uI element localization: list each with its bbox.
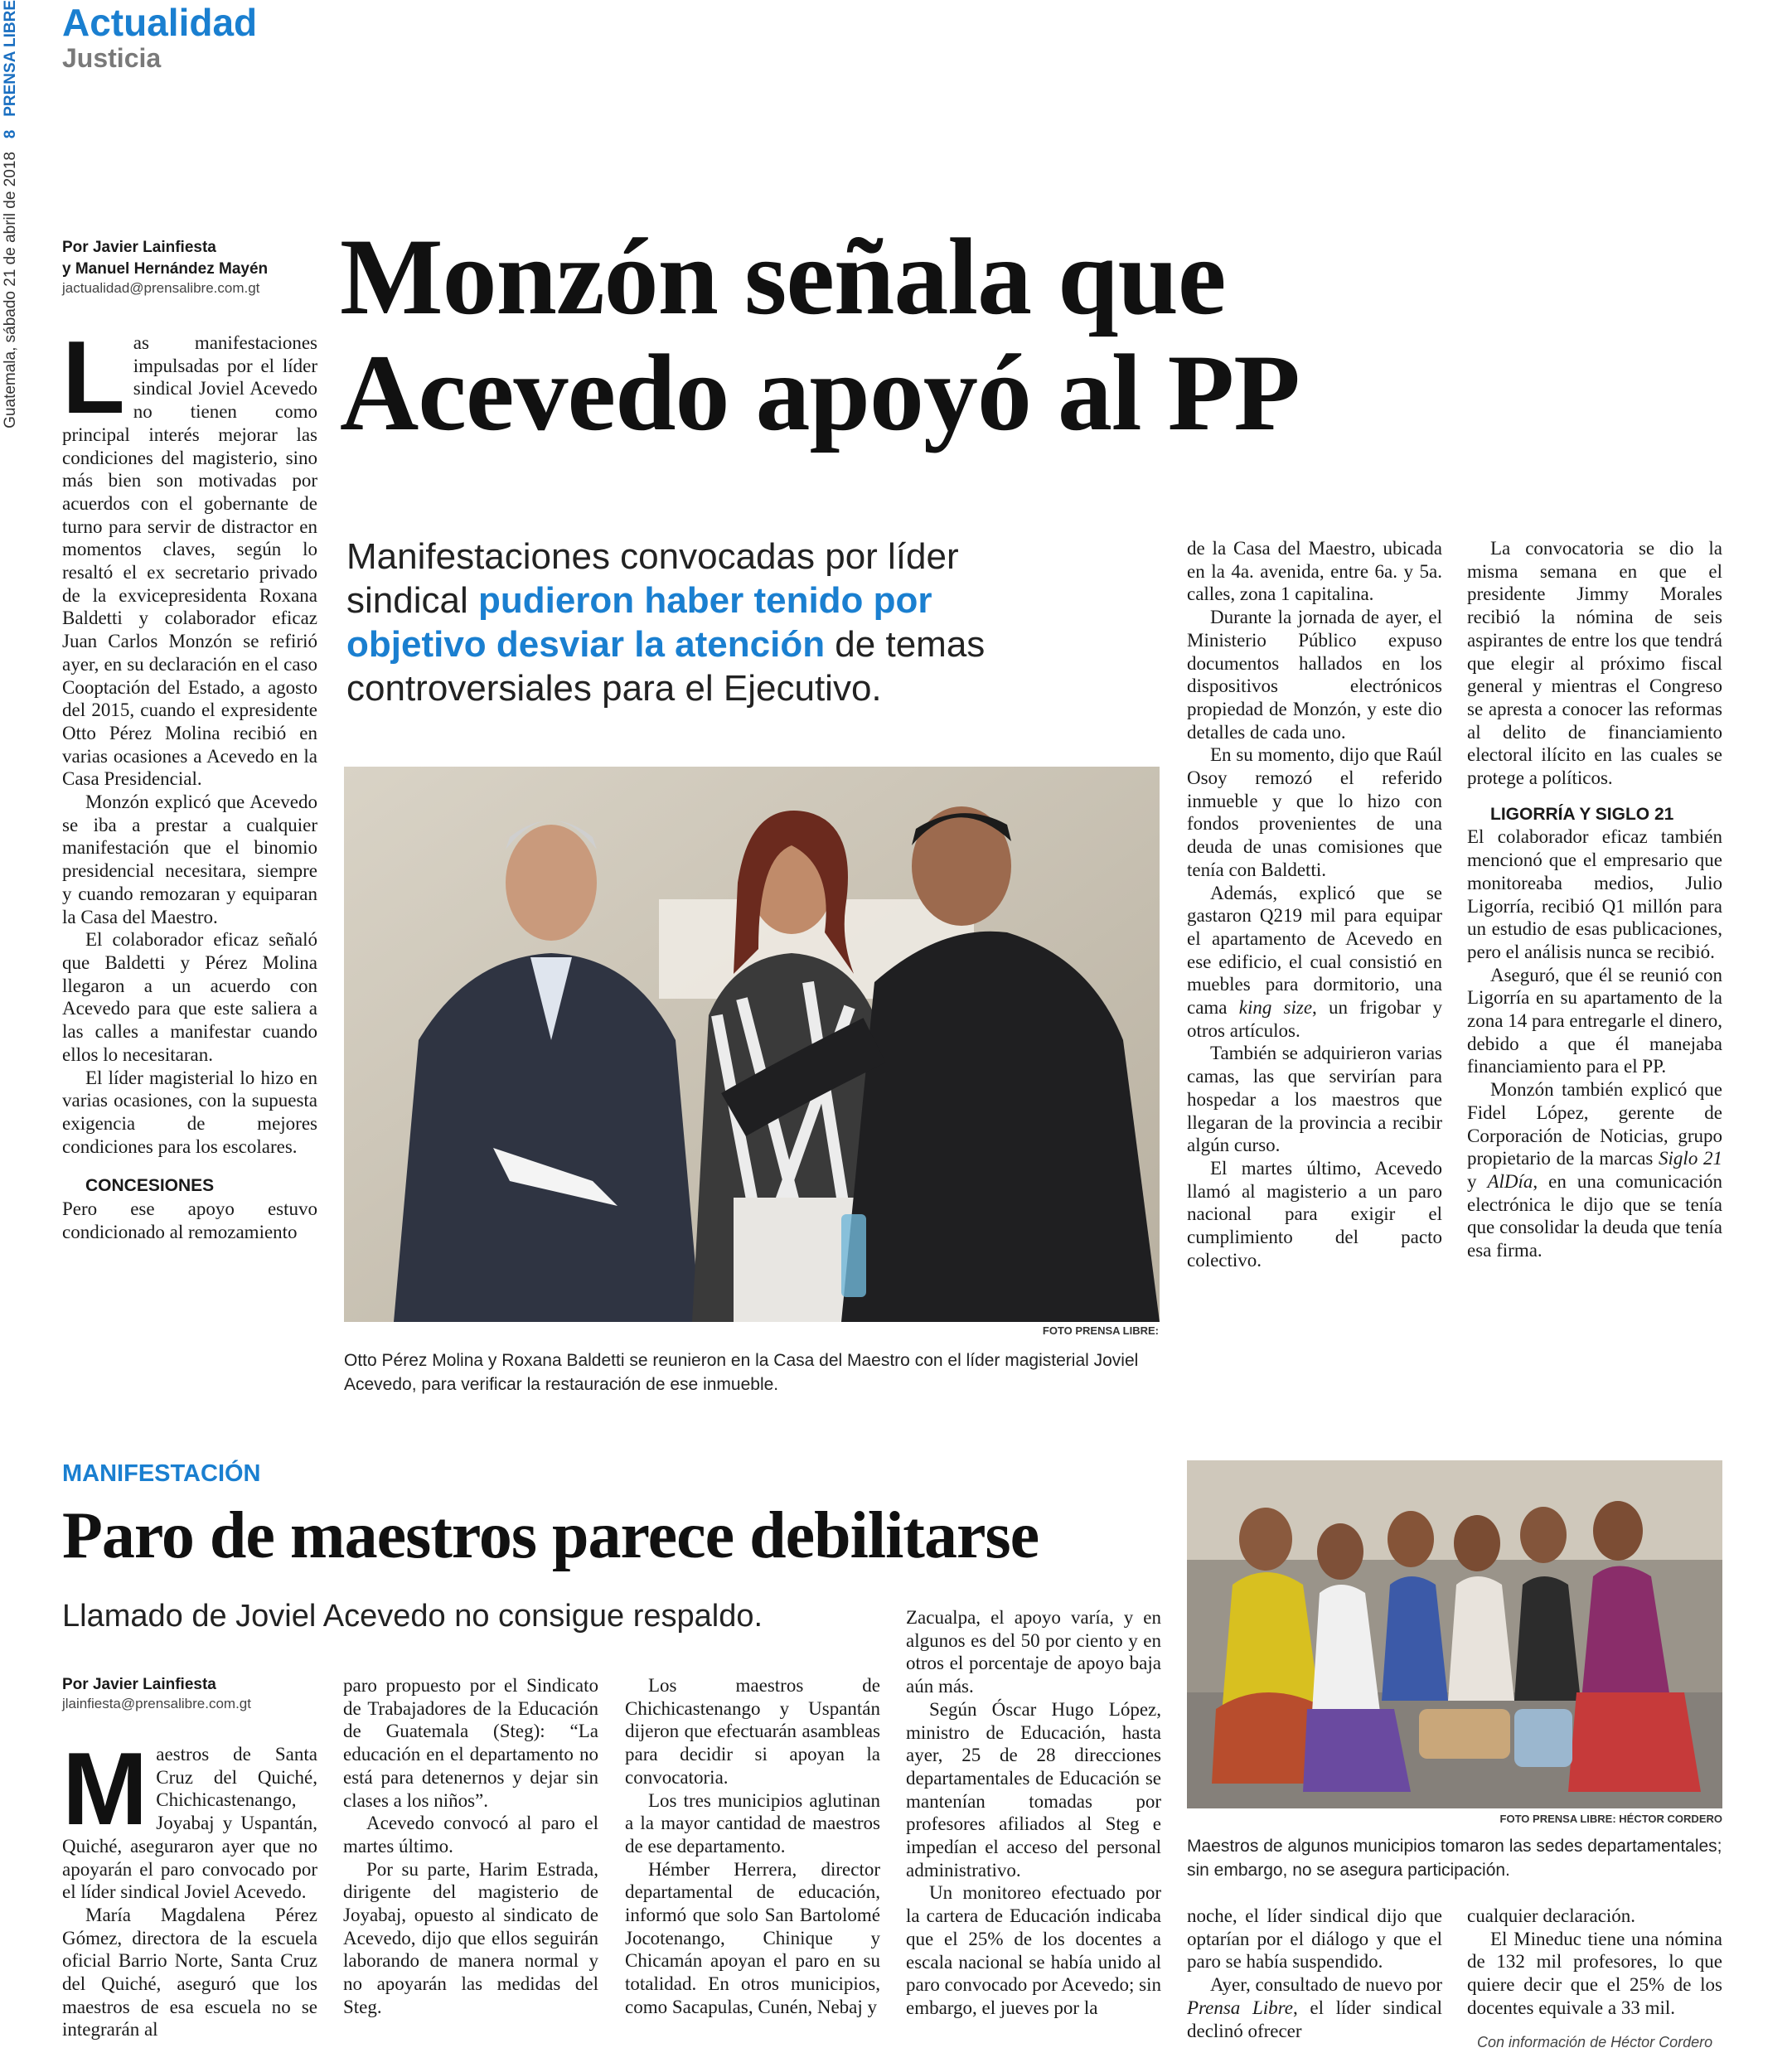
- reporting-note: Con información de Héctor Cordero: [1477, 2033, 1713, 2050]
- paragraph: Hémber Herrera, director departamental de educación, informó que solo San Bartolomé Jocotenango, Chinique y Chicamán apoyan el paro en su totalidad. En otros municipios, como Sacapulas, Cunén, Nebaj y: [625, 1858, 880, 2017]
- main-photo-caption: Otto Pérez Molina y Roxana Baldetti se reunieron en la Casa del Maestro con el líder magisterial Joviel Acevedo, para verificar la restauración de ese inmueble.: [344, 1351, 1139, 1394]
- main-photo: [344, 767, 1160, 1322]
- paragraph: paro propuesto por el Sindicato de Trabajadores de la Educación de Guatemala (Steg): “La educación en el departamento no está para detenernos y dejar sin clases a los niños”.: [343, 1675, 598, 1811]
- paragraph: Los maestros de Chichicastenango y Uspantán dijeron que efectuarán asambleas para decidir si apoyan la convocatoria.: [625, 1675, 880, 1788]
- paragraph: [1467, 1078, 1722, 1262]
- paragraph: de la Casa del Maestro, ubicada en la 4a. avenida, entre 6a. y 5a. calles, zona 1 capitalina.: [1187, 538, 1442, 605]
- main-deck: [346, 535, 1142, 710]
- main-column-3: [1187, 537, 1442, 1272]
- dropcap: M: [62, 1732, 148, 1847]
- second-photo-credit: FOTO PRENSA LIBRE: HÉCTOR CORDERO: [1499, 1813, 1722, 1825]
- headline-line-2: Acevedo apoyó al PP: [340, 332, 1300, 453]
- second-column-4: [906, 1606, 1161, 2020]
- paragraph: [1187, 1973, 1442, 2042]
- paragraph: [1187, 882, 1442, 1043]
- headline-line-1: Monzón señala que: [340, 215, 1226, 337]
- second-photo-illustration: [1187, 1460, 1722, 1808]
- sidebar-date: Guatemala, sábado 21 de abril de 2018: [2, 152, 19, 428]
- second-column-5: [1187, 1905, 1442, 2042]
- paragraph-text: y: [1467, 1170, 1488, 1192]
- paragraph: Zacualpa, el apoyo varía, y en algunos es del 50 por ciento y en otros el porcentaje de apoyo baja aún más.: [906, 1607, 1161, 1697]
- paragraph: Monzón explicó que Acevedo se iba a prestar a cualquier manifestación que el binomio presidencial necesitara, siempre y cuando remozaran y equiparan la Casa del Maestro.: [62, 792, 317, 927]
- paragraph-text: Ayer, consultado de nuevo por: [1210, 1974, 1442, 1996]
- second-column-1: [62, 1732, 317, 2041]
- main-column-1: [62, 321, 317, 1243]
- deck-line-3: [346, 622, 1142, 666]
- subhead-concesiones: CONCESIONES: [85, 1176, 215, 1196]
- sidebar-brand: PRENSA LIBRE: [2, 0, 19, 117]
- main-photo-credit: FOTO PRENSA LIBRE:: [1042, 1324, 1159, 1337]
- paragraph: Un monitoreo efectuado por la cartera de Educación indicaba que el 25% de los docentes a escala nacional se había unido al paro convocado por Acevedo; sin embargo, el jueves por la: [906, 1882, 1161, 2018]
- second-photo-caption: Maestros de algunos municipios tomaron las sedes departamentales; sin embargo, no se asegura participación.: [1187, 1837, 1722, 1880]
- paragraph: noche, el líder sindical dijo que optarían por el diálogo y que el paro se había suspendido.: [1187, 1905, 1442, 1973]
- dropcap: L: [62, 321, 125, 435]
- main-byline-block: [62, 237, 327, 297]
- deck-line-2: [346, 579, 1142, 622]
- paragraph: El martes último, Acevedo llamó al magisterio a un paro nacional para exigir el cumplimiento del pacto colectivo.: [1187, 1157, 1442, 1271]
- section-title: Actualidad: [62, 1, 258, 44]
- deck-line-4: controversiales para el Ejecutivo.: [346, 668, 882, 709]
- italic-text: AlDía: [1487, 1170, 1533, 1192]
- second-deck: Llamado de Joviel Acevedo no consigue respaldo.: [62, 1599, 763, 1634]
- paragraph-text: , en una comunicación electrónica le dijo que se tenía que consolidar la deuda que tenía esa firma.: [1467, 1170, 1722, 1261]
- deck-highlight: objetivo desviar la atención: [346, 624, 826, 665]
- paragraph: El Mineduc tiene una nómina de 132 mil profesores, lo que quiere decir que el 25% de los docentes equivale a 33 mil.: [1467, 1928, 1722, 2018]
- second-column-2: [343, 1674, 598, 2019]
- paragraph: Aseguró, que él se reunió con Ligorría en su apartamento de la zona 14 para entregarle el dinero, debido a que él manejaba financiamiento para el PP.: [1467, 964, 1722, 1077]
- byline-1: Por Javier Lainfiesta: [62, 239, 216, 256]
- paragraph: El líder magisterial lo hizo en varias ocasiones, con la supuesta exigencia de mejores condiciones para los escolares.: [62, 1067, 317, 1157]
- paragraph: Durante la jornada de ayer, el Ministerio Público expuso documentos hallados en los dispositivos electrónicos propiedad de Monzón, y este dio detalles de cada uno.: [1187, 607, 1442, 743]
- second-photo: [1187, 1460, 1722, 1808]
- byline-email[interactable]: jactualidad@prensalibre.com.gt: [62, 280, 260, 296]
- main-lead-paragraph: [62, 321, 317, 791]
- paragraph-text: Además, explicó que se gastaron Q219 mil para equipar el apartamento de Acevedo en ese edificio, el cual consistió en muebles para dormitorio, una cama: [1187, 882, 1442, 1019]
- second-lead-paragraph: [62, 1732, 317, 1904]
- paragraph: El colaborador eficaz también mencionó que el empresario que monitoreaba medios, Julio Ligorría, recibió Q1 millón para un estudio de esas publicaciones, pero el análisis nunca se recibió.: [1467, 826, 1722, 962]
- paragraph: Los tres municipios aglutinan a la mayor cantidad de maestros de ese departamento.: [625, 1789, 880, 1857]
- second-byline: Por Javier Lainfiesta: [62, 1676, 216, 1693]
- paragraph: El colaborador eficaz señaló que Baldetti y Pérez Molina llegaron a un acuerdo con Acevedo para que este saliera a las calles a manifestar cuando ellos lo necesitaran.: [62, 929, 317, 1065]
- italic-text: king size: [1238, 997, 1313, 1019]
- paragraph: También se adquirieron varias camas, las que servirían para hospedar a los maestros que llegaran de la provincia a recibir algún curso.: [1187, 1043, 1442, 1156]
- main-photo-illustration: [344, 767, 1160, 1322]
- paragraph: La convocatoria se dio la misma semana en que el presidente Jimmy Morales recibió la nómina de seis aspirantes de entre los que tendrá que elegir al próximo fiscal general y mientras el Congreso se apresta a conocer las reformas al delito de financiamiento electoral ilícito en las cuales se protege a políticos.: [1467, 538, 1722, 789]
- second-column-6: [1467, 1905, 1722, 2054]
- main-headline: [340, 215, 1300, 453]
- sidebar-text: [2, 0, 23, 448]
- second-headline: Paro de maestros parece debilitarse: [62, 1499, 1039, 1572]
- paragraph: María Magdalena Pérez Gómez, directora de la escuela oficial Barrio Norte, Santa Cruz del Quiché, aseguró que los maestros de esa escuela no se integrarán al: [62, 1904, 317, 2041]
- paragraph-text: aestros de Santa Cruz del Quiché, Chichicastenango, Joyabaj y Uspantán, Quiché, aseguraron ayer que no apoyarán el paro convocado por el líder sindical Joviel Acevedo.: [62, 1744, 317, 1903]
- second-byline-block: [62, 1674, 327, 1712]
- deck-line-1: Manifestaciones convocadas por líder: [346, 536, 959, 577]
- byline-2: y Manuel Hernández Mayén: [62, 260, 269, 278]
- paragraph-text: Monzón también explicó que Fidel López, gerente de Corporación de Noticias, grupo propietario de la marcas: [1467, 1079, 1722, 1169]
- second-email[interactable]: jlainfiesta@prensalibre.com.gt: [62, 1696, 251, 1711]
- deck-text: de temas: [825, 624, 986, 665]
- italic-text: Prensa Libre: [1187, 1997, 1293, 2018]
- paragraph-text: , el líder sindical declinó ofrecer: [1187, 1997, 1442, 2041]
- second-column-3: [625, 1674, 880, 2019]
- paragraph: Pero ese apoyo estuvo condicionado al remozamiento: [62, 1198, 317, 1242]
- paragraph: Por su parte, Harim Estrada, dirigente del magisterio de Joyabaj, opuesto al sindicato de Acevedo, dijo que ellos seguirán laborando de manera normal y no apoyarán las medidas del Steg.: [343, 1858, 598, 2017]
- paragraph: Según Óscar Hugo López, ministro de Educación, hasta ayer, 25 de 28 direcciones departamentales de Educación se mantenían tomadas por profesores afiliados al Steg e impedían el acceso del personal administrativo.: [906, 1698, 1161, 1881]
- paragraph-text: as manifestaciones impulsadas por el líder sindical Joviel Acevedo no tienen como principal interés mejorar las condiciones del magisterio, sino más bien son motivadas por acuerdos con el gobernante de turno para servir de distractor en momentos claves, según lo resaltó el ex secretario privado de la exvicepresidenta Roxana Baldetti y colaborador eficaz Juan Carlos Monzón se refirió ayer, en su declaración en el caso Cooptación del Estado, a agosto del 2015, cuando el expresidente Otto Pérez Molina recibió en varias ocasiones a Acevedo en la Casa Presidencial.: [62, 332, 317, 790]
- paragraph: En su momento, dijo que Raúl Osoy remozó el referido inmueble y que lo hizo con fondos provenientes de una deuda de unas comisiones que tenía con Baldetti.: [1187, 744, 1442, 880]
- subhead-ligorria: LIGORRÍA Y SIGLO 21: [1490, 804, 1674, 824]
- paragraph: cualquier declaración.: [1467, 1905, 1636, 1926]
- deck-highlight: pudieron haber tenido por: [477, 580, 932, 621]
- subsection-title: Justicia: [62, 43, 162, 73]
- page-sidebar: [0, 0, 25, 464]
- paragraph-text: , un frigobar y otros artículos.: [1187, 997, 1443, 1041]
- second-kicker: MANIFESTACIÓN: [62, 1460, 261, 1487]
- deck-text: sindical: [346, 580, 478, 621]
- italic-text: Siglo 21: [1659, 1148, 1723, 1169]
- paragraph: Acevedo convocó al paro el martes último.: [343, 1813, 598, 1857]
- main-column-4: [1467, 537, 1722, 1262]
- page-number: 8: [2, 129, 19, 139]
